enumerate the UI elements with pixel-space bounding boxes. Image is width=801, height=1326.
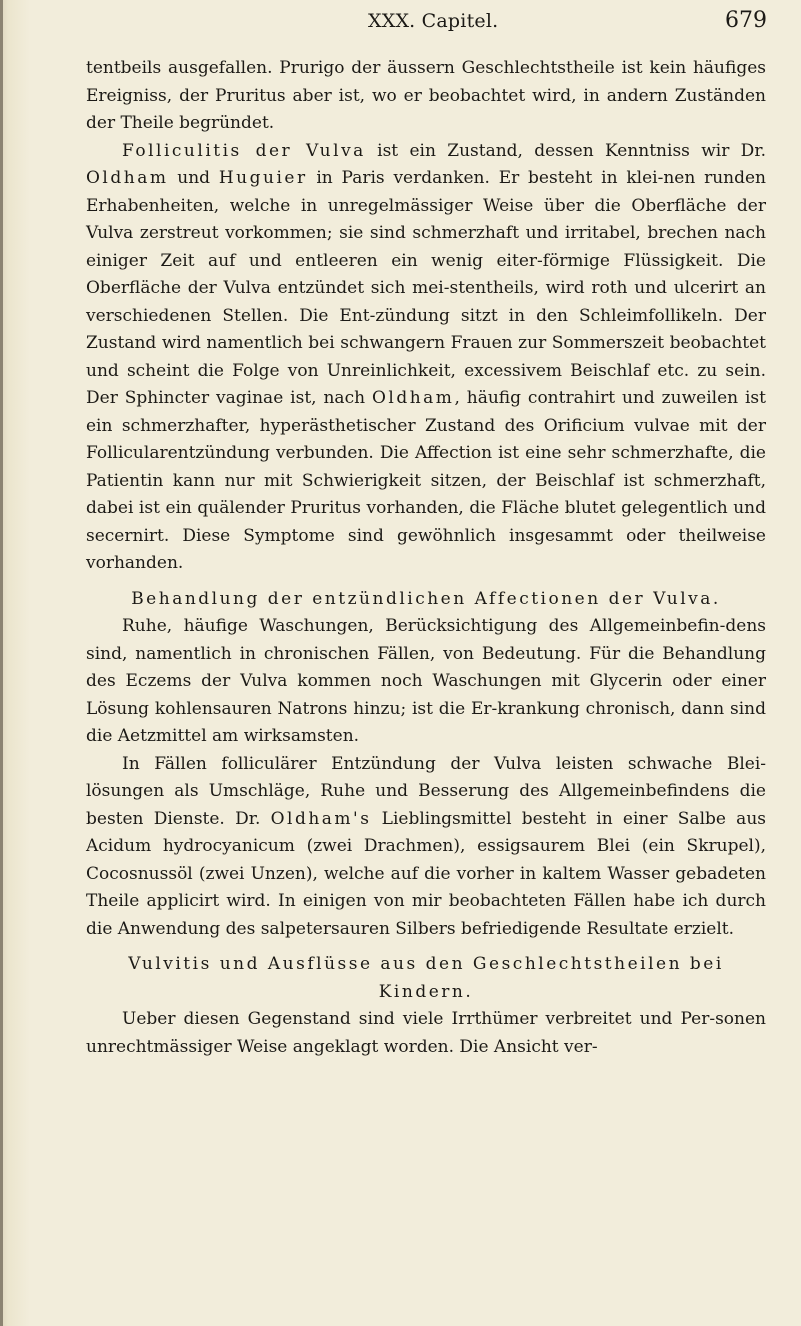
text-fragment: Lieblingsmittel besteht in einer Salbe aus Acidum hydrocyanicum (zwei Drachmen), essigsaurem Blei (ein Skrupel), Cocosnussöl (zwei Unzen), welche auf die vorher in kaltem Wasser gebadeten Theile applicirt wird. In einigen von mir beobachteten Fällen habe ich durch die Anwendung des salpetersauren Silbers befriedigende Resultate erzielt.: [86, 808, 766, 939]
paragraph-treatment: Ruhe, häufige Waschungen, Berücksichtigung des Allgemeinbefin-dens sind, namentlich in chronischen Fällen, von Bedeutung. Für die Behandlung des Eczems der Vulva kommen noch Waschungen mit Glycerin oder einer Lösung kohlensauren Natrons hinzu; ist die Er-krankung chronisch, dann sind die Aetzmittel am wirksamsten.: [86, 616, 766, 746]
text-fragment: , häufig contrahirt und zuweilen ist ein schmerzhafter, hyperästhetischer Zustand des Orificium vulvae mit der Follicularentzündung verbunden. Die Affection ist eine sehr schmerzhafte, die Patientin kann nur mit Schwierigkeit sitzen, der Beischlaf ist schmerzhaft, dabei ist ein quälender Pruritus vorhanden, die Fläche blutet gelegentlich und secernirt. Diese Symptome sind gewöhnlich insgesammt oder theilweise vorhanden.: [86, 388, 766, 573]
spacer: [86, 943, 766, 951]
text-fragment: in Paris verdanken. Er besteht in klei-nen runden Erhabenheiten, welche in unregelmässiger Weise über die Oberfläche der Vulva zerstreut vorkommen; sie sind schmerzhaft und irritabel, brechen nach einiger Zeit auf und entleeren ein wenig eiter-förmige Flüssigkeit. Die Oberfläche der Vulva entzündet sich mei-stentheils, wird roth und ulcerirt an verschiedenen Stellen. Die Ent-zündung sitzt in den Schleimfollikeln. Der Zustand wird namentlich bei schwangern Frauen zur Sommerszeit beobachtet und scheint die Folge von Unreinlichkeit, excessivem Beischlaf etc. zu sein. Der Sphincter vaginae ist, nach: [86, 168, 766, 408]
text-fragment: ist ein Zustand, dessen Kenntniss wir Dr.: [365, 140, 766, 161]
running-title: XXX. Capitel.: [368, 10, 499, 32]
author-oldham: Oldham: [86, 168, 169, 188]
spacer: [86, 578, 766, 586]
paragraph-vulvitis: Ueber diesen Gegenstand sind viele Irrthümer verbreitet und Per-sonen unrechtmässiger Weise angeklagt worden. Die Ansicht ver-: [86, 1009, 766, 1057]
text-fragment: In Fällen folliculärer Entzündung der Vulva leisten schwache Blei-lösungen als Umschläge, Ruhe und Besserung des Allgemeinbefindens die besten Dienste. Dr.: [86, 753, 766, 829]
page-number: 679: [725, 8, 767, 33]
author-oldham: Oldham: [371, 388, 455, 408]
term-folliculitis: Folliculitis der Vulva: [122, 140, 366, 161]
page-binding-edge: [0, 0, 3, 1326]
section-heading-treatment: Behandlung der entzündlichen Affectionen der Vulva.: [131, 588, 721, 609]
section-heading-vulvitis: Vulvitis und Ausflüsse aus den Geschlechtstheilen bei: [128, 954, 724, 974]
paragraph-folliculitis: [86, 138, 766, 578]
author-oldham: Oldham's: [270, 808, 372, 829]
paragraph-follicular-treatment: [86, 751, 766, 944]
text-fragment: und: [168, 168, 219, 188]
body-text: [86, 55, 766, 1061]
paragraph-continuation: tentbeils ausgefallen. Prurigo der äussern Geschlechtstheile ist kein häufiges Ereigniss, der Pruritus aber ist, wo er beobachtet wird, in andern Zuständen der Theile begründet.: [86, 58, 766, 133]
author-huguier: Huguier: [218, 168, 308, 188]
section-heading-vulvitis-line2: Kindern.: [378, 981, 474, 1002]
